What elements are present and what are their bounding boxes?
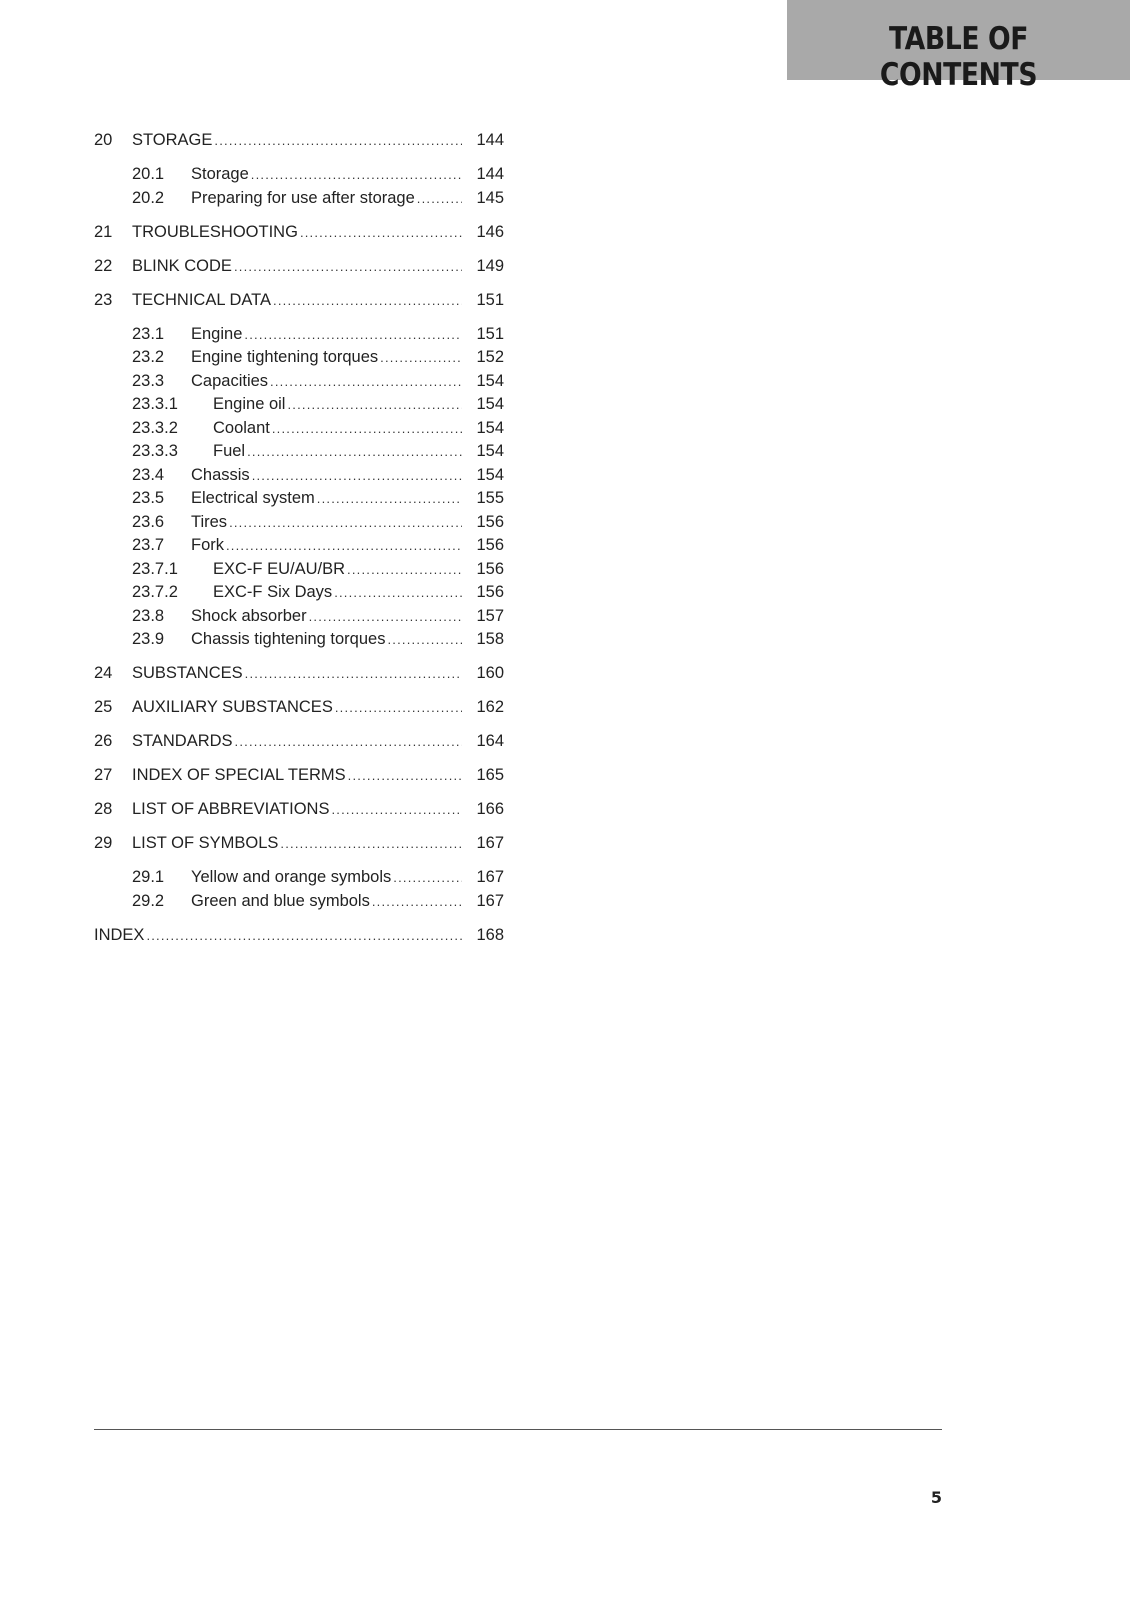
toc-dot-leader [244, 323, 462, 347]
toc-entry[interactable] [94, 323, 504, 347]
toc-entry[interactable] [94, 764, 504, 788]
toc-dot-leader [317, 487, 462, 511]
toc-entry-title: EXC-F Six Days [213, 583, 333, 601]
toc-entry-title: SUBSTANCES [132, 664, 243, 682]
toc-entry-number: 23 [94, 290, 113, 309]
toc-entry[interactable] [94, 255, 504, 279]
toc-entry-page: 167 [476, 834, 504, 852]
toc-entry-number: 23.4 [132, 465, 165, 484]
toc-dot-leader [226, 534, 462, 558]
toc-entry-number: 23.3 [132, 371, 165, 390]
toc-dot-leader [235, 730, 462, 754]
toc-dot-leader [273, 289, 462, 313]
toc-entry-page: 160 [476, 664, 504, 682]
toc-entry-title: STANDARDS [132, 732, 233, 750]
toc-dot-leader [247, 440, 462, 464]
toc-entry-title: Capacities [191, 371, 269, 390]
toc-entry[interactable] [94, 798, 504, 822]
toc-entry[interactable] [94, 129, 504, 153]
toc-dot-leader [372, 890, 462, 914]
page-title: TABLE OF CONTENTS [879, 21, 1038, 93]
toc-entry[interactable] [94, 440, 504, 464]
toc-entry-page: 154 [476, 442, 504, 460]
toc-entry-title: Preparing for use after storage [191, 188, 415, 207]
toc-entry-page: 156 [476, 512, 504, 531]
toc-entry-title: INDEX [94, 925, 145, 944]
toc-dot-leader [287, 393, 462, 417]
toc-entry-page: 156 [476, 536, 504, 554]
toc-entry-number: 29 [94, 834, 113, 852]
toc-entry[interactable] [94, 730, 504, 754]
header-tab [787, 0, 1130, 93]
toc-entry-title: Fork [191, 536, 224, 554]
toc-entry-number: 21 [94, 222, 113, 241]
toc-entry-title: LIST OF ABBREVIATIONS [132, 800, 330, 818]
toc-entry-page: 154 [476, 395, 504, 413]
footer-divider [94, 1429, 942, 1430]
toc-entry[interactable] [94, 187, 504, 211]
toc-dot-leader [234, 255, 462, 279]
toc-entry-title: TROUBLESHOOTING [132, 222, 298, 241]
toc-entry-number: 22 [94, 256, 113, 275]
toc-entry[interactable] [94, 511, 504, 535]
toc-entry-number: 24 [94, 664, 113, 682]
toc-entry-title: Engine tightening torques [191, 348, 379, 366]
toc-entry-title: Engine [191, 324, 243, 343]
toc-entry-page: 146 [476, 222, 504, 241]
toc-dot-leader [417, 187, 462, 211]
toc-entry-number: 28 [94, 800, 113, 818]
toc-entry-title: Chassis [191, 465, 250, 484]
toc-dot-leader [300, 221, 462, 245]
toc-entry-page: 154 [476, 465, 504, 484]
toc-dot-leader [335, 696, 462, 720]
toc-entry[interactable] [94, 346, 504, 370]
toc-entry[interactable] [94, 393, 504, 417]
table-of-contents [94, 129, 504, 947]
toc-entry-number: 27 [94, 766, 113, 784]
toc-entry-number: 23.7.2 [132, 583, 178, 601]
toc-entry-title: Storage [191, 165, 249, 183]
toc-dot-leader [272, 417, 462, 441]
toc-entry-number: 23.6 [132, 512, 165, 531]
toc-entry-title: Coolant [213, 418, 270, 437]
toc-entry[interactable] [94, 558, 504, 582]
toc-entry-number: 20.1 [132, 165, 165, 183]
toc-entry-title: EXC-F EU/AU/BR [213, 559, 346, 578]
toc-entry[interactable] [94, 221, 504, 245]
toc-entry-number: 25 [94, 698, 113, 716]
toc-entry-title: Engine oil [213, 395, 286, 413]
toc-entry[interactable] [94, 628, 504, 652]
toc-entry-title: Tires [191, 512, 228, 531]
toc-entry-number: 23.5 [132, 489, 165, 507]
toc-entry-number: 23.3.2 [132, 418, 178, 437]
toc-entry-page: 144 [476, 131, 504, 149]
toc-dot-leader [270, 370, 462, 394]
toc-entry-page: 151 [476, 324, 504, 343]
toc-entry-number: 23.8 [132, 606, 165, 625]
toc-entry[interactable] [94, 163, 504, 187]
toc-entry-page: 156 [476, 583, 504, 601]
toc-entry-number: 20 [94, 131, 113, 149]
toc-dot-leader [280, 832, 462, 856]
toc-entry-number: 26 [94, 732, 113, 750]
toc-entry[interactable] [94, 866, 504, 890]
toc-entry-page: 149 [476, 256, 504, 275]
toc-entry-page: 155 [476, 489, 504, 507]
toc-entry-title: Electrical system [191, 489, 315, 507]
toc-dot-leader [245, 662, 462, 686]
toc-entry-title: INDEX OF SPECIAL TERMS [132, 766, 346, 784]
page-number: 5 [930, 1488, 942, 1507]
toc-entry-title: Chassis tightening torques [191, 630, 386, 648]
toc-entry-number: 29.2 [132, 891, 165, 910]
toc-entry-page: 154 [476, 418, 504, 437]
toc-dot-leader [348, 764, 462, 788]
toc-entry-page: 154 [476, 371, 504, 390]
toc-entry-page: 156 [476, 559, 504, 578]
toc-entry-title: Yellow and orange symbols [191, 868, 392, 886]
toc-entry[interactable] [94, 464, 504, 488]
toc-entry-title: LIST OF SYMBOLS [132, 834, 279, 852]
toc-entry-page: 167 [476, 868, 504, 886]
toc-dot-leader [347, 558, 462, 582]
toc-entry[interactable] [94, 417, 504, 441]
toc-entry-title: AUXILIARY SUBSTANCES [132, 698, 333, 716]
toc-dot-leader [380, 346, 462, 370]
toc-entry-number: 23.1 [132, 324, 165, 343]
toc-dot-leader [214, 129, 462, 153]
toc-entry-title: STORAGE [132, 131, 213, 149]
toc-dot-leader [146, 924, 462, 948]
toc-entry-number: 23.3.3 [132, 442, 178, 460]
toc-entry-number: 20.2 [132, 188, 165, 207]
toc-entry-page: 144 [476, 165, 504, 183]
toc-entry-page: 145 [476, 188, 504, 207]
toc-entry-page: 167 [476, 891, 504, 910]
toc-entry-title: TECHNICAL DATA [132, 290, 272, 309]
toc-entry-title: BLINK CODE [132, 256, 232, 275]
toc-entry-page: 157 [476, 606, 504, 625]
toc-entry-number: 23.7.1 [132, 559, 178, 578]
toc-dot-leader [387, 628, 462, 652]
toc-dot-leader [252, 464, 462, 488]
toc-entry[interactable] [94, 890, 504, 914]
toc-entry[interactable] [94, 581, 504, 605]
toc-entry-title: Fuel [213, 442, 246, 460]
toc-entry-page: 165 [476, 766, 504, 784]
toc-entry-page: 166 [476, 800, 504, 818]
toc-entry[interactable] [94, 696, 504, 720]
toc-entry[interactable] [94, 534, 504, 558]
toc-dot-leader [251, 163, 462, 187]
toc-entry-title: Green and blue symbols [191, 891, 370, 910]
toc-dot-leader [229, 511, 462, 535]
toc-dot-leader [309, 605, 462, 629]
toc-entry-number: 29.1 [132, 868, 165, 886]
toc-entry-number: 23.7 [132, 536, 165, 554]
toc-entry-number: 23.3.1 [132, 395, 178, 413]
toc-entry[interactable] [94, 662, 504, 686]
toc-entry-title: Shock absorber [191, 606, 307, 625]
toc-entry-page: 164 [476, 732, 504, 750]
toc-dot-leader [331, 798, 462, 822]
toc-entry[interactable] [94, 289, 504, 313]
toc-entry[interactable] [94, 605, 504, 629]
toc-entry-page: 162 [476, 698, 504, 716]
toc-entry[interactable] [94, 924, 504, 948]
toc-entry-page: 152 [476, 348, 504, 366]
toc-entry-page: 151 [476, 290, 504, 309]
toc-dot-leader [393, 866, 462, 890]
toc-entry[interactable] [94, 370, 504, 394]
toc-entry[interactable] [94, 832, 504, 856]
toc-entry-page: 168 [476, 925, 504, 944]
toc-dot-leader [334, 581, 462, 605]
toc-entry[interactable] [94, 487, 504, 511]
toc-entry-number: 23.9 [132, 630, 165, 648]
toc-entry-number: 23.2 [132, 348, 165, 366]
toc-entry-page: 158 [476, 630, 504, 648]
